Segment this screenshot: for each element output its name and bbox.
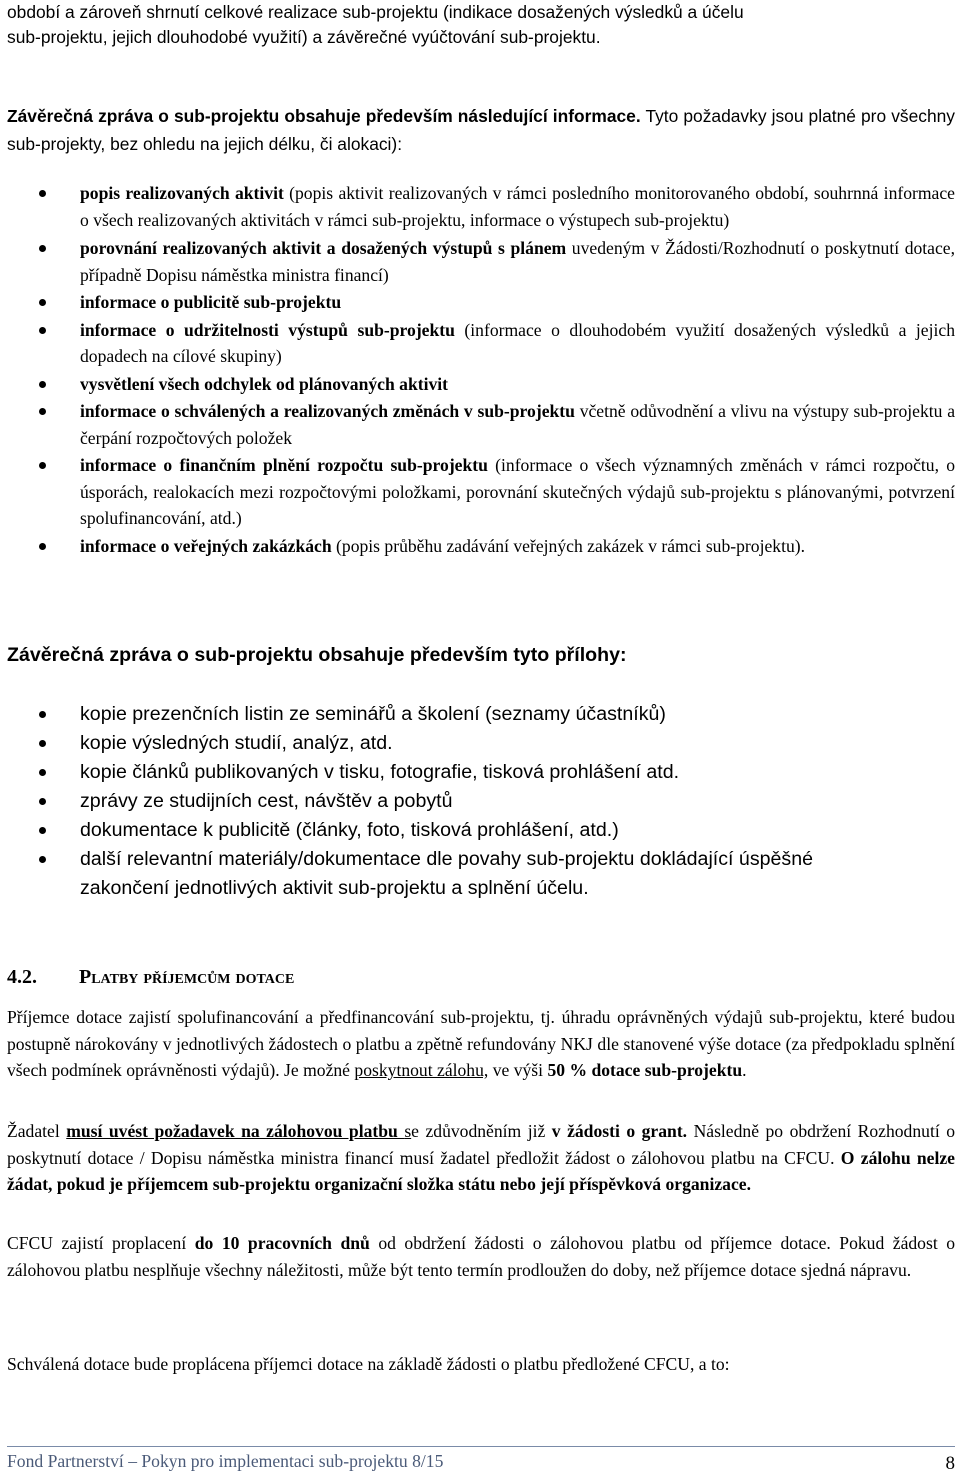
para1-text-2: ve výši xyxy=(488,1060,548,1080)
list-item-text: uvedeným v Žádosti/Rozhodnutí o poskytnutí dotace, případně Dopisu náměstka ministra financí) xyxy=(80,238,955,285)
para2-text: Žadatel xyxy=(7,1121,67,1141)
section-number: 4.2. xyxy=(7,966,37,988)
list-item-bold: informace o veřejných zakázkách xyxy=(80,535,332,556)
list-item-text: kopie článků publikovaných v tisku, fotografie, tisková prohlášení atd. xyxy=(80,761,680,783)
list-item-bold: vysvětlení všech odchylek od plánovaných aktivit xyxy=(80,373,449,394)
footer-text: Fond Partnerství – Pokyn pro implementaci sub-projektu 8/15 xyxy=(7,1451,444,1471)
list-item-bold: popis realizovaných aktivit xyxy=(80,183,284,203)
list-item-bold: porovnání realizovaných aktivit a dosažených výstupů s plánem xyxy=(80,238,567,258)
list-item-bold: informace o finančním plnění rozpočtu sub-projektu xyxy=(80,455,488,475)
list-item xyxy=(7,533,955,560)
bullet-icon xyxy=(39,798,46,805)
list-item xyxy=(7,180,955,233)
list-item xyxy=(7,816,882,845)
list-item xyxy=(7,729,882,758)
intro-line-2: sub-projektu, jejich dlouhodobé využití) a závěrečné vyúčtování sub-projektu. xyxy=(7,27,601,47)
list-item xyxy=(7,317,955,370)
list-item-text: (informace o dlouhodobém využití dosažených výsledků a jejich dopadech na cílové skupiny) xyxy=(80,319,955,366)
para1-text: Příjemce dotace zajistí spolufinancování a předfinancování sub-projektu, tj. úhradu oprávněných výdajů sub-projektu, které budou postupně nárokovány v jednotlivých žádostech o platbu a zpětně refundovány NKJ dle stanovené výše dotace (za předpokladu splnění všech podmínek oprávněnosti výdajů). Je možné xyxy=(7,1007,955,1080)
para1-bold: 50 % dotace sub-projektu xyxy=(547,1060,743,1080)
attachments-heading: Závěrečná zpráva o sub-projektu obsahuje především tyto přílohy: xyxy=(7,644,627,666)
intro-paragraph xyxy=(7,0,955,50)
list-item xyxy=(7,845,882,903)
para2-text-3: Následně po obdržení Rozhodnutí o poskytnutí dotace / Dopisu náměstka ministra financí musí žadatel předložit žádost o zálohovou platbu na CFCU. xyxy=(7,1121,956,1168)
list-item-bold: informace o udržitelnosti výstupů sub-projektu xyxy=(80,319,455,340)
bullet-icon xyxy=(39,711,46,718)
para2-bold-underlined: musí uvést požadavek na zálohovou platbu xyxy=(66,1121,405,1141)
para2-underlined: s xyxy=(404,1121,412,1141)
section-heading xyxy=(7,962,294,992)
section-title: Platby příjemcům dotace xyxy=(79,966,295,988)
para3-bold: do 10 pracovních dnů xyxy=(194,1233,370,1253)
para3-text-2: od obdržení žádosti o zálohovou platbu od příjemce dotace. Pokud žádost o zálohovou platbu nesplňuje všechny náležitosti, může být tento termín prodloužen do doby, než příjemce dotace sjedná nápravu. xyxy=(7,1233,955,1280)
report-intro-paragraph xyxy=(7,102,955,158)
report-intro-rest: Tyto požadavky jsou platné pro všechny sub-projekty, bez ohledu na jejich délku, či alokaci): xyxy=(7,106,955,154)
report-intro-bold: Závěrečná zpráva o sub-projektu obsahuje především následující informace. xyxy=(7,106,641,126)
list-item-bold: informace o publicitě sub-projektu xyxy=(80,292,342,312)
intro-line-1: období a zároveň shrnutí celkové realizace sub-projektu (indikace dosažených výsledků a účelu xyxy=(7,2,744,22)
page-number: 8 xyxy=(945,1453,955,1474)
list-item xyxy=(7,289,955,316)
list-item-text: zprávy ze studijních cest, návštěv a pobytů xyxy=(80,790,453,812)
list-item-text: včetně odůvodnění a vlivu na výstupy sub-projektu a čerpání rozpočtových položek xyxy=(80,401,955,448)
bullet-icon xyxy=(39,462,46,469)
bullet-icon xyxy=(39,381,46,388)
paragraph-approved-grant: Schválená dotace bude proplácena příjemci dotace na základě žádosti o platbu předložené CFCU, a to: xyxy=(7,1354,730,1374)
para2-bold-2: O zálohu nelze žádat, pokud je příjemcem sub-projektu organizační složka státu nebo její příspěvková organizace. xyxy=(7,1147,955,1194)
list-item-text: (popis aktivit realizovaných v rámci posledního monitorovaného období, souhrnná informace o všech realizovaných aktivitách v rámci sub-projektu, informace o výstupech sub-projektu) xyxy=(80,183,955,230)
bullet-icon xyxy=(39,245,46,252)
para1-underlined: poskytnout zálohu, xyxy=(354,1060,489,1080)
list-item xyxy=(7,398,955,451)
list-item-text: (popis průběhu zadávání veřejných zakázek v rámci sub-projektu). xyxy=(331,535,806,556)
bullet-icon xyxy=(39,740,46,747)
list-item-bold: informace o schválených a realizovaných změnách v sub-projektu xyxy=(80,401,575,421)
page-footer xyxy=(7,1451,955,1472)
footer-divider xyxy=(7,1446,955,1447)
bullet-icon xyxy=(39,327,46,334)
list-item xyxy=(7,700,882,729)
list-item-text: kopie výsledných studií, analýz, atd. xyxy=(80,732,393,754)
attachments-list xyxy=(7,700,882,903)
list-item-text: dokumentace k publicitě (články, foto, tisková prohlášení, atd.) xyxy=(80,819,619,841)
paragraph-applicant-request xyxy=(7,1118,955,1198)
para2-bold-1: v žádosti o grant. xyxy=(551,1121,688,1141)
list-item xyxy=(7,787,882,816)
bullet-icon xyxy=(39,190,46,197)
bullet-icon xyxy=(39,769,46,776)
list-item-text: další relevantní materiály/dokumentace dle povahy sub-projektu dokládající úspěšné zakončení jednotlivých aktivit sub-projektu a splnění účelu. xyxy=(80,848,814,899)
list-item xyxy=(7,235,955,288)
bullet-icon xyxy=(39,408,46,415)
bullet-icon xyxy=(39,827,46,834)
list-item xyxy=(7,452,955,532)
para1-end: . xyxy=(742,1060,747,1080)
bullet-icon xyxy=(39,856,46,863)
list-item xyxy=(7,758,882,787)
paragraph-cfcu-payment xyxy=(7,1230,955,1283)
list-item-text: (informace o všech významných změnách v rámci rozpočtu, o úsporách, realokacích mezi rozpočtovými položkami, porovnání skutečných výdajů sub-projektu s plánovanými, potvrzení spolufinancování, atd.) xyxy=(80,455,955,528)
para2-text-2: e zdůvodněním již xyxy=(411,1121,552,1141)
bullet-icon xyxy=(39,299,46,306)
list-item xyxy=(7,371,955,398)
bullet-icon xyxy=(39,543,46,550)
paragraph-advance-payment xyxy=(7,1004,955,1084)
para3-text: CFCU zajistí proplacení xyxy=(7,1233,195,1253)
info-requirements-list xyxy=(7,180,955,559)
list-item-text: kopie prezenčních listin ze seminářů a školení (seznamy účastníků) xyxy=(80,703,666,725)
